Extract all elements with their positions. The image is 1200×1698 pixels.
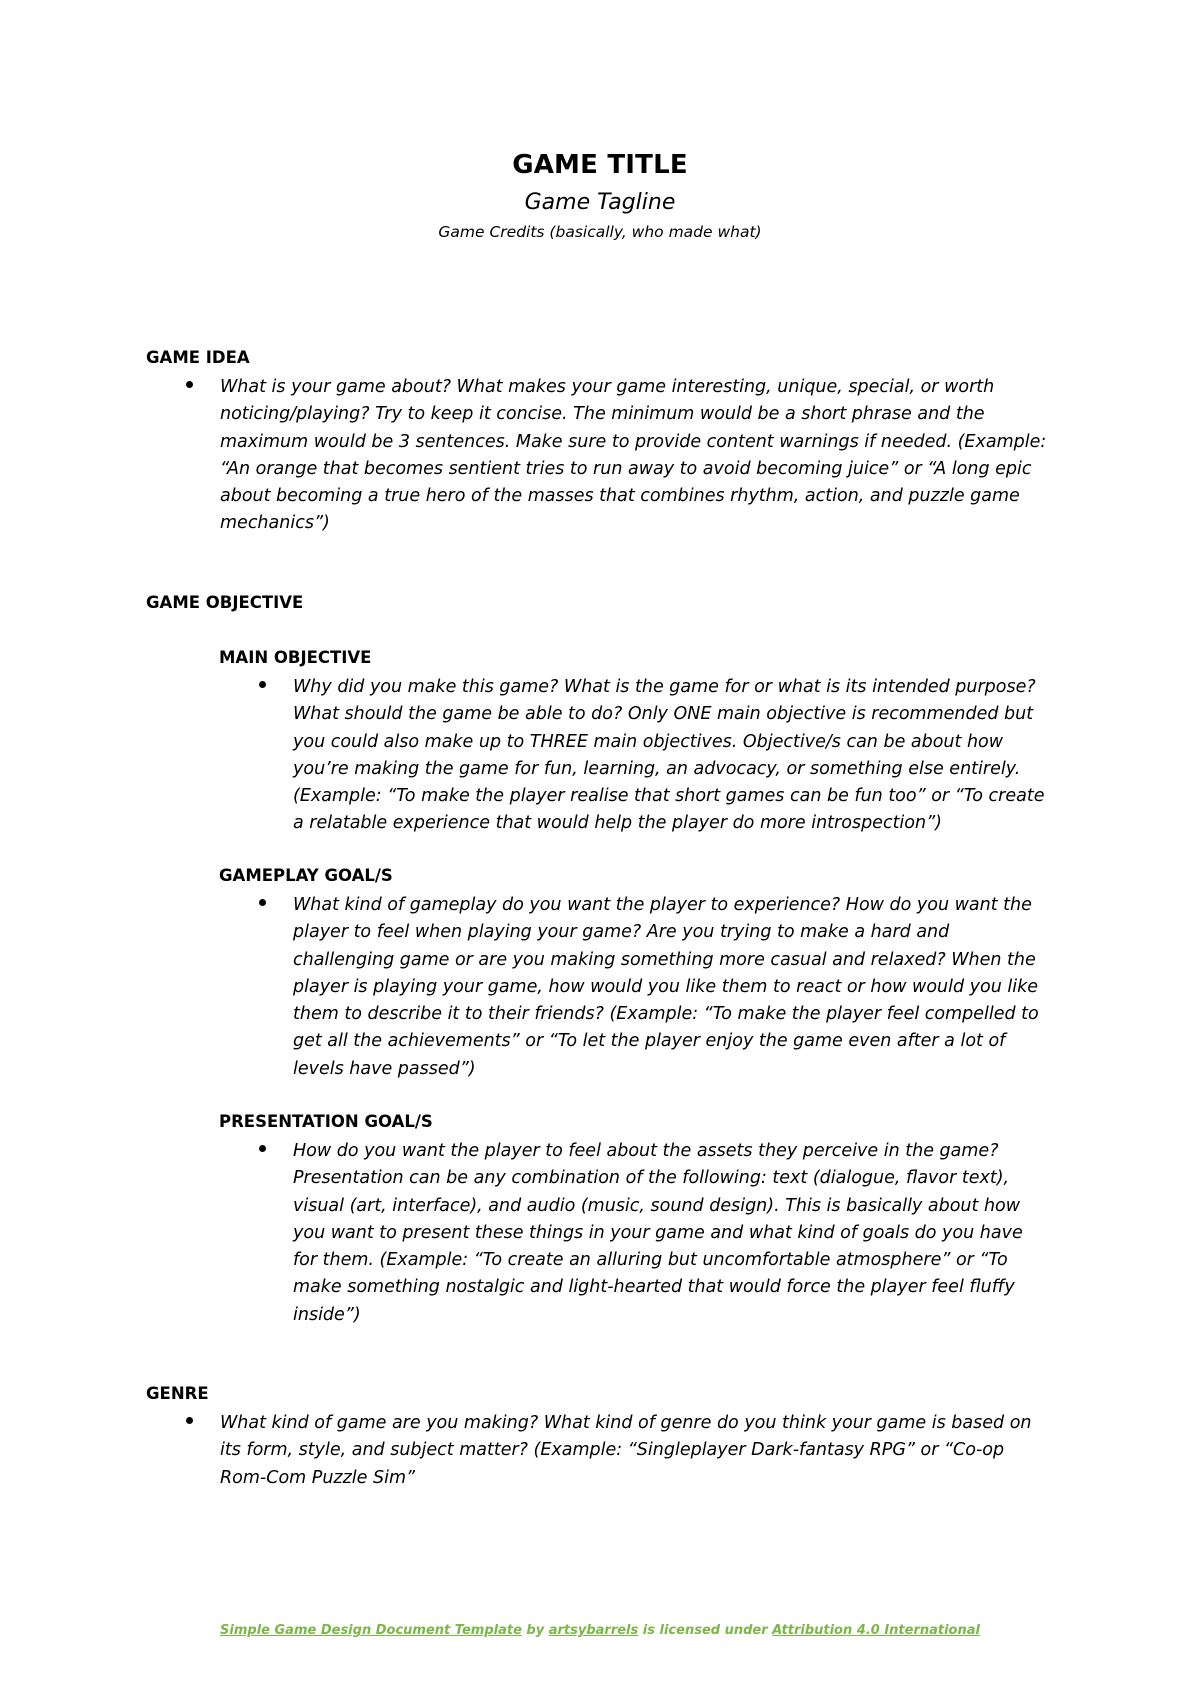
footer-license-text: is licensed under bbox=[638, 1623, 773, 1638]
bullet-text: Why did you make this game? What is the game for or what is its intended purpose? What should the game be able to do? Only ONE main objective is recommended but you could also make up to THREE main objectives. Objective/s can be about how you’re making the game for fun, learning, an advocacy, or something else entirely. (Example: “To make the player realise that short games can be fun too” or “To create a relatable experience that would help the player do more introspection”) bbox=[293, 677, 1045, 834]
heading-main-objective: MAIN OBJECTIVE bbox=[219, 648, 372, 667]
heading-gameplay-goals: GAMEPLAY GOAL/S bbox=[219, 866, 393, 885]
bullet-dot bbox=[259, 1145, 266, 1152]
bullet-dot bbox=[259, 681, 266, 688]
game-title: GAME TITLE bbox=[512, 150, 688, 180]
bullet-dot bbox=[259, 899, 266, 906]
heading-genre: GENRE bbox=[146, 1384, 209, 1403]
bullet-dot bbox=[186, 381, 193, 388]
license-footer bbox=[0, 1623, 1200, 1638]
bullet-text: What is your game about? What makes your game interesting, unique, special, or worth noticing/playing? Try to keep it concise. The minimum would be a short phrase and the maximum would be 3 sentences. Make sure to provide content warnings if needed. (Example: “An orange that becomes sentient tries to run away to avoid becoming juice” or “A long epic about becoming a true hero of the masses that combines rhythm, action, and puzzle game mechanics”) bbox=[220, 377, 1047, 534]
heading-game-idea: GAME IDEA bbox=[146, 348, 250, 367]
bullet-text: How do you want the player to feel about the assets they perceive in the game? Presentation can be any combination of the following: text (dialogue, flavor text), visual (art, interface), and audio (music, sound design). This is basically about how you want to present these things in your game and what kind of goals do you have for them. (Example: “To create an alluring but uncomfortable atmosphere” or “To make something nostalgic and light-hearted that would force the player feel fluffy inside”) bbox=[293, 1141, 1023, 1325]
author-link[interactable]: artsybarrels bbox=[548, 1623, 639, 1638]
heading-game-objective: GAME OBJECTIVE bbox=[146, 593, 304, 612]
game-tagline: Game Tagline bbox=[524, 190, 676, 215]
bullet-dot bbox=[186, 1417, 193, 1424]
template-link[interactable]: Simple Game Design Document Template bbox=[220, 1623, 522, 1638]
footer-by-text: by bbox=[521, 1623, 549, 1638]
game-credits: Game Credits (basically, who made what) bbox=[438, 223, 762, 241]
bullet-text: What kind of game are you making? What kind of genre do you think your game is based on its form, style, and subject matter? (Example: “Singleplayer Dark-fantasy RPG” or “Co-op Rom-Com Puzzle Sim” bbox=[220, 1413, 1032, 1488]
heading-presentation-goals: PRESENTATION GOAL/S bbox=[219, 1112, 433, 1131]
license-link[interactable]: Attribution 4.0 International bbox=[772, 1623, 980, 1638]
bullet-text: What kind of gameplay do you want the player to experience? How do you want the player to feel when playing your game? Are you trying to make a hard and challenging game or are you making something more casual and relaxed? When the player is playing your game, how would you like them to react or how would you like them to describe it to their friends? (Example: “To make the player feel compelled to get all the achievements” or “To let the player enjoy the game even after a lot of levels have passed”) bbox=[293, 895, 1039, 1079]
